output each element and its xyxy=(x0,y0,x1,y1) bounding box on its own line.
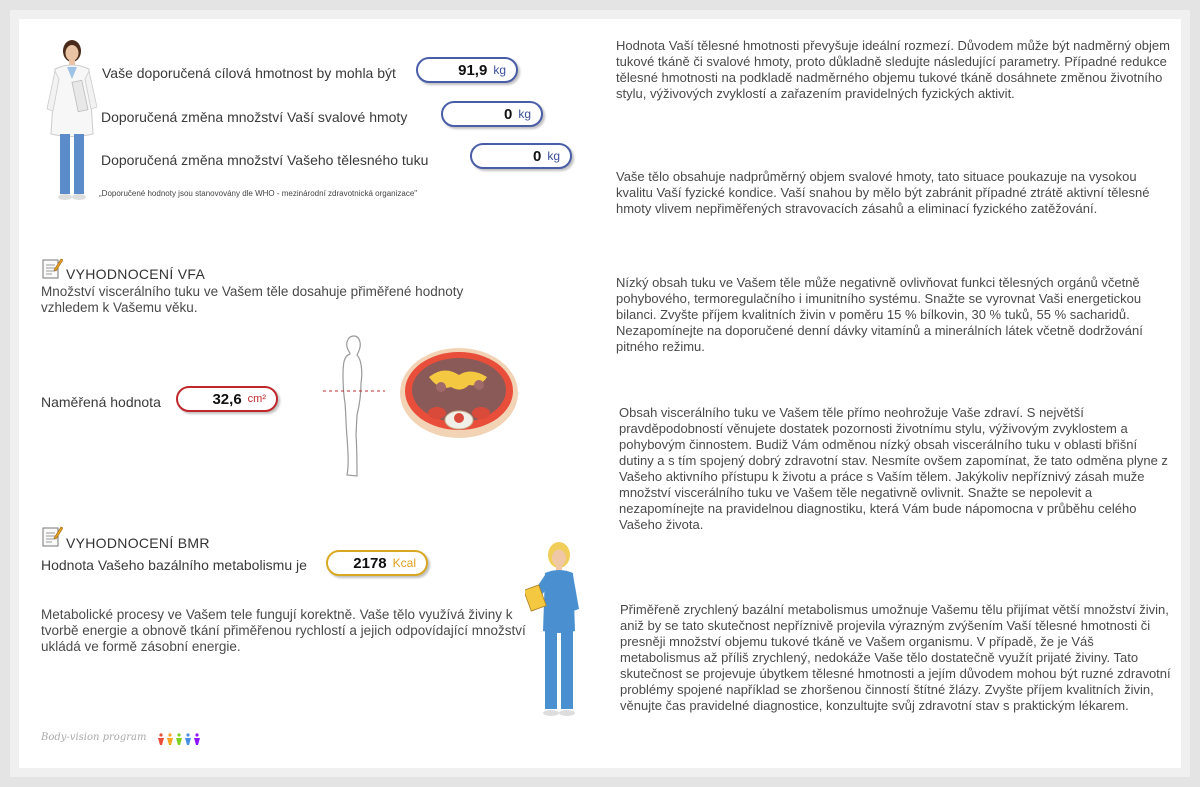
vfa-measured-label: Naměřená hodnota xyxy=(41,394,161,410)
bmr-heading: VYHODNOCENÍ BMR xyxy=(66,535,210,551)
doctor-illustration xyxy=(41,39,103,204)
muscle-change-pill xyxy=(441,101,543,127)
notepad-icon xyxy=(41,257,63,279)
brand-logo xyxy=(157,732,205,746)
target-weight-label: Vaše doporučená cílová hmotnost by mohla být xyxy=(102,65,396,81)
muscle-change-value: 0 xyxy=(503,105,513,123)
muscle-change-label: Doporučená změna množství Vaší svalové hmoty xyxy=(101,109,408,125)
fat-advice-text: Nízký obsah tuku ve Vašem těle může negativně ovlivňovat funkci tělesných orgánů včetně pohybového, termoregulačního i imunitního systému. Snažte se vyrovnat Vaši energetickou bilanci. Zvyšte příjem kvalitních živin v poměru 15 % bílkovin, 30 % tuků, 55 % sacharidů. Nezapomínejte na doporučené denní dávky vitamínů a minerálních látek včetně dodržování pitného režimu. xyxy=(616,275,1143,354)
bmr-unit: Kcal xyxy=(392,556,416,570)
vfa-heading: VYHODNOCENÍ VFA xyxy=(66,266,206,282)
vfa-text: Množství viscerálního tuku ve Vašem těle dosahuje přiměřené hodnoty vzhledem k Vašemu věku. xyxy=(41,284,464,315)
fat-change-value: 0 xyxy=(532,147,542,165)
vfa-advice-text: Obsah viscerálního tuku ve Vašem těle přímo neohrožuje Vaše zdraví. S největší pravděpodobností věnujete dostatek pozornosti životnímu stylu, výživovým zvyklostem a pohybovým činnostem. Budiž Vám odměnou nízký obsah viscerálního tuku v oblasti břišní dutiny a s tím spojený dobrý zdravotní stav. Nesmíte ovšem zapomínat, že tato odměna plyne z Vašeho aktivního přístupu k životu a práce s Vaším tělem. Jakýkoliv nepříznivý zásah muže množství viscerálního tuku ve Vašem těle negativně ovlivnit. Snažte se nepolevit a nezapomínejte na pravidelnou diagnostiku, která Vám bude nápomocna v průběhu celého Vašeho života. xyxy=(619,405,1168,532)
bmr-advice-text: Přiměřeně zrychlený bazální metabolismus umožnuje Vašemu tělu přijímat větší množství živin, aniž by se tato skutečnost nepříznivě projevila výrazným zvýšením Vaší tělesné hmotnosti či presněji množství objemu tukové tkáně ve Vašem organismu. V případě, že je Váš metabolismus až příliš zrychlený, nedokáže Vaše tělo dostatečně využít prijaté živiny. Tato skutečnost se projevuje úbytkem tělesné hmotnosti a jejím důvodem mohou být ruzné zdravotní problémy spojené například se zhoršenou činností štítné žlázy. Zvyšte příjem kvalitních živin, věnujte čas pravidelné diagnostice, konzultujte svůj zdravotní stav s praktickým lékarem. xyxy=(620,602,1171,713)
report-page xyxy=(19,19,1181,768)
report-sheet xyxy=(10,10,1190,777)
brand-text: Body-vision program xyxy=(41,732,147,743)
vfa-unit: cm² xyxy=(247,393,266,405)
target-weight-unit: kg xyxy=(493,63,506,77)
fat-change-pill xyxy=(470,143,572,169)
muscle-advice-text: Vaše tělo obsahuje nadprůměrný objem svalové hmoty, tato situace poukazuje na vysokou kvalitu Vaší fyzické kondice. Vaší snahou by mělo být zabránit případné ztrátě aktivní tělesné hmoty vlivem nepřiměřených stravovacích zásahů a eliminací fyzického zatěžování. xyxy=(616,169,1150,216)
bmr-value: 2178 xyxy=(353,554,387,572)
vfa-value: 32,6 xyxy=(212,390,242,408)
weight-advice-text: Hodnota Vaší tělesné hmotnosti převyšuje ideální rozmezí. Důvodem může být nadměrný objem tukové tkáně či svalové hmoty, proto důkladně sledujte následující parametry. Případné redukce tělesné hmotnosti na podkladě nadměrného objemu tukové tkáně dosáhnete změnou životního stylu, výživových zvyklostí a zařazením pravidelných fyzických aktivit. xyxy=(616,38,1170,101)
fat-change-label: Doporučená změna množství Vašeho tělesného tuku xyxy=(101,152,429,168)
target-weight-pill xyxy=(416,57,518,83)
bmr-label: Hodnota Vašeho bazálního metabolismu je xyxy=(41,557,307,573)
fat-change-unit: kg xyxy=(547,149,560,163)
notepad-icon xyxy=(41,525,63,547)
abdomen-crosssection-image xyxy=(399,347,519,439)
vfa-value-pill xyxy=(176,386,278,412)
target-weight-value: 91,9 xyxy=(458,61,488,79)
body-outline-figure xyxy=(319,331,389,481)
bmr-value-pill xyxy=(326,550,428,576)
bmr-text: Metabolické procesy ve Vašem tele fungují korektně. Vaše tělo využívá živiny k tvorbě energie a obnově tkání přiměřenou rychlostí a jejich odpovídající množství ukládá ve formě zásobní energie. xyxy=(41,607,526,654)
nurse-illustration xyxy=(525,539,587,719)
muscle-change-unit: kg xyxy=(518,107,531,121)
who-note: „Doporučené hodnoty jsou stanovovány dle WHO - mezinárodní zdravotnická organizace" xyxy=(99,189,418,198)
